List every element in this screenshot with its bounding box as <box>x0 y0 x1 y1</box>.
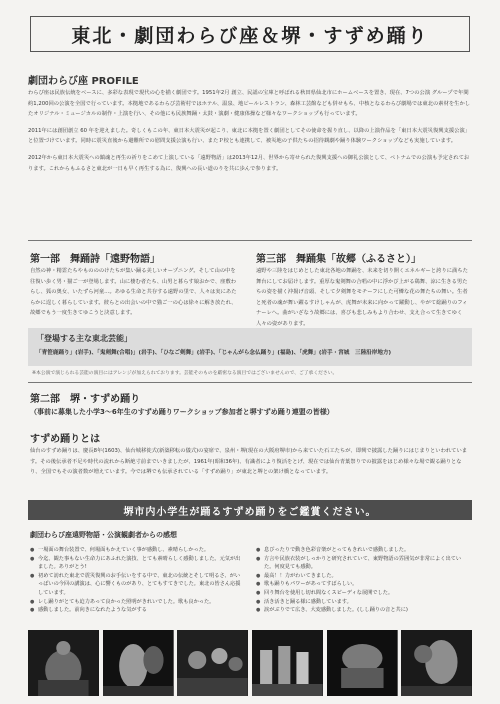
profile-paragraph-3: 2012年から東日本大震災への鎮魂と再生の祈りをこめて上演している「遠野物語」は2013年12月、世界から寄せられた復興支援への御礼公演として、ペトナムでの公演も予定されております。これからもふるさと東北が一日も早く再生する為に、復興への長い道のりを共に歩んで参ります。 <box>28 154 470 172</box>
divider <box>28 382 472 383</box>
impressions-left-list <box>30 546 242 626</box>
list-item: ● レし踊りがとても迫力あって良かった照明がきれいでした。歌も良かった。 <box>30 598 242 607</box>
part3-heading: 第三部 舞踊集「故郷（ふるさと）」 <box>256 254 421 265</box>
list-item: ● 涙がぶりでて広き、大変感動しました。(しし踊りの音と共に) <box>256 606 470 615</box>
list-item: ● 最高！！力がわいてきました。 <box>256 572 470 581</box>
performance-photo <box>252 630 323 696</box>
impressions-heading: 劇団わらび座遠野物語・公演観劇者からの感想 <box>30 531 177 539</box>
profile-paragraph-2: 2011年には創団創立 60 年を迎えました。奇しくもこの年、東日本大震災が起こり、東北に本拠を置く劇団としてその使命を握り直し、以降の上演作品を「東日本大震災復興支援公演」と位置づけています。同時に震災直後から避難所での慰問支援公演も行い、またＰ校とも連携して、被災地の子供たちの招待観劇や踊り体験ワークショップなども実施しています。 <box>28 127 471 145</box>
list-item: ● 方言や民族衣装がしっかりと研究されていて、東野物語の雰囲気が非常によく出ていた。何度見ても感動。 <box>256 555 470 572</box>
part2-heading: 第二部 堺・すずめ踊り <box>30 394 141 405</box>
performance-photo <box>103 630 174 696</box>
list-item: ● 一場面の舞台装置で、何場面もかえていく事が感動し、素晴らしかった。 <box>30 546 242 555</box>
divider <box>28 240 472 241</box>
part1-text: 自然の神・精霊たちやものののけたちが集い踊る美しいオープニング。そして山の中を往復い歩く男・猫ご一が登場します。山に棲む者たち、山男と暮らす娘おかで、座敷わらし、狐の奥女、いたずら河童…。あゆる生命と共存する遠野の里で、人々は実にあたらかに逞しく暮らしています。彼らとの出会いの中で猫ご一の心は徐々に解き放たれ、故郷でもう一度生きてゆこうと決意します。 <box>30 268 237 317</box>
title-box <box>30 16 470 52</box>
arts-heading: 「登場する主な東北芸能」 <box>36 334 132 343</box>
profile-heading: 劇団わらび座 PROFILE <box>28 76 139 87</box>
performance-photo <box>327 630 398 696</box>
performance-photo <box>401 630 472 696</box>
part2-subheading: （事前に募集した小学3〜6年生のすずめ踊りワークショップ参加者と堺すずめ踊り連盟の皆様） <box>30 408 334 416</box>
performance-photos <box>28 630 472 696</box>
profile-text <box>28 88 472 228</box>
suzume-heading: すずめ踊りとは <box>30 434 101 445</box>
performance-photo <box>28 630 99 696</box>
list-item: ● 初めて訪れた東北で震災復興のお手伝いをする中で、東北の伝統とそして明るさ、がいっぱいの今回の講演は、心に響くものがあり、とてもすてきでした。東北の皆さん応援しています。 <box>30 572 242 598</box>
arts-list: 「青笹鹿踊り」(岩手)、「鬼剣舞(合唱)」(岩手)、「ひなご剣舞」(岩手)、「じゃんがら念仏踊り」(福島)、「虎舞」(岩手・宮城 三陸沿岸地方) <box>36 350 392 356</box>
performance-photo <box>177 630 248 696</box>
list-item: ● 感動しました。前向きになれたような気がする <box>30 606 242 615</box>
list-item: ● 活き活きと踊る様に感動しています。 <box>256 598 470 607</box>
list-item: ● 回り舞台を使用し切れ間なくスピーディな展開でした。 <box>256 589 470 598</box>
part3-text: 遠野や三陸をはじめとした東北各地の舞踊を、未来を切り開くエネルギーと誇りに満ちた舞台にしてお届けします。重厚な鬼剣舞の合唱の中に浮かび上がる鶏舞、涼に生きる男たちの姿を描く沖揚げ音頭、そして夕剣舞をモチーフにした可憐な花の舞たちの舞い。生者と死者の魂が舞い躍るすけしゃんが、虎舞が未来に向かって躍動し、やがて総踊りのフィナーレへ。曲がいざなう故郷には、喜びも悲しみもより合わせ、支え合って生きてゆく人々の姿があります。 <box>256 268 468 327</box>
appeal-banner: 堺市内小学生が踊るすずめ踊りをご鑑賞ください。 <box>28 500 472 520</box>
part1-heading: 第一部 舞踊詩「遠野物語」 <box>30 254 160 265</box>
arts-note: ※本公演で演じられる芸能の演目にはアレンジが加えられております。芸能そのものを厳密なる演目ではございませんので、ご了承ください。 <box>32 371 338 376</box>
page-title: 東北・劇団わらび座＆堺・すずめ踊り <box>71 24 429 47</box>
arts-box <box>28 328 472 366</box>
list-item: ● 歌も踊りもパワーがあってすばらしい。 <box>256 580 470 589</box>
profile-paragraph-1: わらび座は民族伝統をベースに、多彩な表現で現代の心を描く劇団です。1951年2月 創立、民謡の宝庫と呼ばれる秋田県仙北市にホームベースを置き、現在、7つの公演 グループで年間約1,200回の公演を全国で行っています。本拠地であるわらび芸術村ではホテル、温泉、地ビールレストラン、森林工芸館なども併せもち、中核となるわらび劇場では東北の素材を生かしたオリジナル・ミュージカルの制作・上演を行い、その他にも民族舞踊・太鼓・演劇・健康体操など様々なワークショップも行っています。 <box>28 90 471 118</box>
list-item: ● 今迄、観た事もない生命力にあふれた演技、とても素晴らしく感動しました。元気が出ました。ありがとう! <box>30 555 242 572</box>
impressions-right-list <box>256 546 470 626</box>
suzume-text: 仙台のすずめ踊りは、慶長8年(1603)、仙台城移徙式(新築移転の儀式)の宴席で、泉州・堺(現在の大阪府堺市)から来ていた石工たちが、即興で披露した踊りにはじまりといわれています。その後伝承者不足や時代の流れから断絶寸前までいきましたが、1961年(昭和36年)、有識者により復活をとげ、現在では仙台青葉祭りでの披露をはじめ様々な場で観る踊りとなり、全国でもその演者数が増えています。今では堺でも伝承されている「すずめ踊り」が東北と堺との架け橋となっています。 <box>30 448 468 476</box>
list-item: ● 息びったりで動き色彩音楽がとってもきれいで感動しました。 <box>256 546 470 555</box>
